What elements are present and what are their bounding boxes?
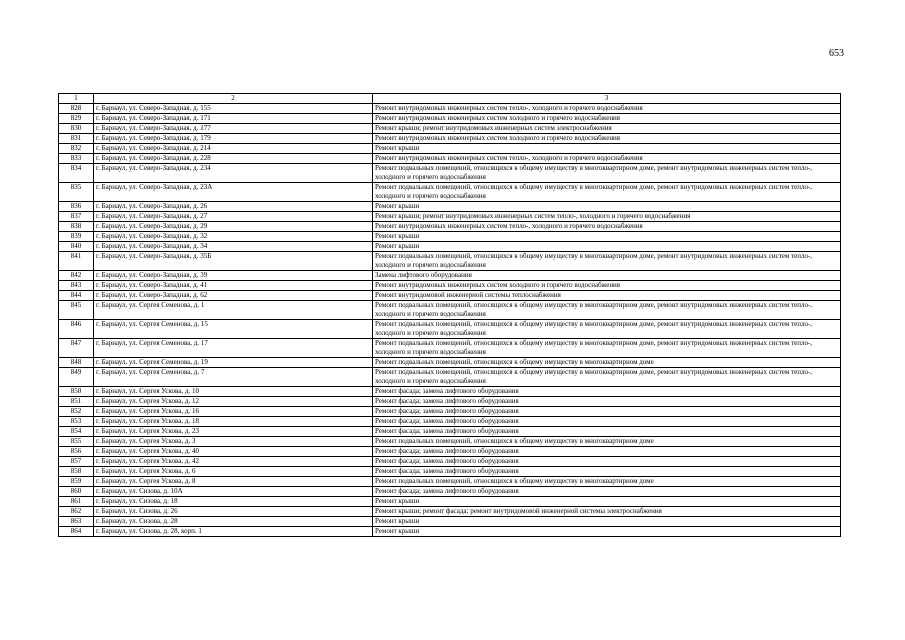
- table-row: [59, 477, 841, 487]
- row-number-cell: 859: [59, 477, 94, 487]
- works-cell: Ремонт внутридомовых инженерных систем холодного и горячего водоснабжения: [373, 114, 841, 124]
- works-cell: Ремонт фасада; замена лифтового оборудования: [373, 427, 841, 437]
- table-row: [59, 281, 841, 291]
- table-row: [59, 242, 841, 252]
- column-header-number: 1: [59, 94, 94, 104]
- table-row: [59, 358, 841, 368]
- works-cell: Ремонт внутридомовых инженерных систем холодного и горячего водоснабжения: [373, 281, 841, 291]
- works-cell: Ремонт подвальных помещений, относящихся к общему имуществу в многоквартирном доме: [373, 437, 841, 447]
- works-cell: Ремонт подвальных помещений, относящихся к общему имуществу в многоквартирном доме, ремонт внутридомовых инженерных систем тепло-, холодного и горячего водоснабжения: [373, 252, 841, 271]
- table-row: [59, 301, 841, 320]
- works-cell: Ремонт подвальных помещений, относящихся к общему имуществу в многоквартирном доме, ремонт внутридомовых инженерных систем тепло-, холодного и горячего водоснабжения: [373, 164, 841, 183]
- repair-table-body: [59, 94, 841, 537]
- table-row: [59, 212, 841, 222]
- row-number-cell: 845: [59, 301, 94, 320]
- table-row: [59, 183, 841, 202]
- address-cell: г. Барнаул, ул. Сергея Ускова, д. 16: [94, 407, 373, 417]
- works-cell: Ремонт крыши: [373, 144, 841, 154]
- row-number-cell: 854: [59, 427, 94, 437]
- table-row: [59, 291, 841, 301]
- address-cell: г. Барнаул, ул. Северо-Западная, д. 177: [94, 124, 373, 134]
- works-cell: Ремонт крыши; ремонт внутридомовых инженерных систем тепло-, холодного и горячего водоснабжения: [373, 212, 841, 222]
- row-number-cell: 855: [59, 437, 94, 447]
- row-number-cell: 857: [59, 457, 94, 467]
- row-number-cell: 837: [59, 212, 94, 222]
- works-cell: Ремонт фасада; замена лифтового оборудования: [373, 447, 841, 457]
- works-cell: Ремонт крыши; ремонт фасада; ремонт внутридомовой инженерной системы электроснабжения: [373, 507, 841, 517]
- works-cell: Ремонт крыши: [373, 202, 841, 212]
- row-number-cell: 831: [59, 134, 94, 144]
- address-cell: г. Барнаул, ул. Сизова, д. 18: [94, 497, 373, 507]
- table-row: [59, 164, 841, 183]
- works-cell: Ремонт фасада; замена лифтового оборудования: [373, 457, 841, 467]
- address-cell: г. Барнаул, ул. Сергея Ускова, д. 10: [94, 387, 373, 397]
- address-cell: г. Барнаул, ул. Северо-Западная, д. 34: [94, 242, 373, 252]
- works-cell: Ремонт крыши: [373, 232, 841, 242]
- table-row: [59, 124, 841, 134]
- address-cell: г. Барнаул, ул. Сергея Семенова, д. 19: [94, 358, 373, 368]
- address-cell: г. Барнаул, ул. Северо-Западная, д. 41: [94, 281, 373, 291]
- row-number-cell: 851: [59, 397, 94, 407]
- row-number-cell: 858: [59, 467, 94, 477]
- row-number-cell: 861: [59, 497, 94, 507]
- row-number-cell: 836: [59, 202, 94, 212]
- works-cell: Ремонт крыши; ремонт внутридомовых инженерных систем электроснабжения: [373, 124, 841, 134]
- works-cell: Ремонт подвальных помещений, относящихся к общему имуществу в многоквартирном доме: [373, 358, 841, 368]
- table-row: [59, 134, 841, 144]
- works-cell: Ремонт внутридомовой инженерной системы теплоснабжения: [373, 291, 841, 301]
- works-cell: Ремонт фасада; замена лифтового оборудования: [373, 467, 841, 477]
- row-number-cell: 852: [59, 407, 94, 417]
- works-cell: Ремонт фасада; замена лифтового оборудования: [373, 487, 841, 497]
- works-cell: Ремонт подвальных помещений, относящихся к общему имуществу в многоквартирном доме, ремонт внутридомовых инженерных систем тепло-, холодного и горячего водоснабжения: [373, 339, 841, 358]
- address-cell: г. Барнаул, ул. Сизова, д. 10А: [94, 487, 373, 497]
- row-number-cell: 862: [59, 507, 94, 517]
- works-cell: Ремонт фасада; замена лифтового оборудования: [373, 397, 841, 407]
- address-cell: г. Барнаул, ул. Северо-Западная, д. 234: [94, 164, 373, 183]
- address-cell: г. Барнаул, ул. Сергея Ускова, д. 18: [94, 417, 373, 427]
- table-row: [59, 407, 841, 417]
- works-cell: Ремонт подвальных помещений, относящихся к общему имуществу в многоквартирном доме, ремонт внутридомовых инженерных систем тепло-, холодного и горячего водоснабжения: [373, 301, 841, 320]
- address-cell: г. Барнаул, ул. Сергея Ускова, д. 3: [94, 437, 373, 447]
- address-cell: г. Барнаул, ул. Северо-Западная, д. 23А: [94, 183, 373, 202]
- table-row: [59, 387, 841, 397]
- repair-table: [58, 93, 841, 537]
- row-number-cell: 846: [59, 320, 94, 339]
- table-row: [59, 202, 841, 212]
- row-number-cell: 828: [59, 104, 94, 114]
- address-cell: г. Барнаул, ул. Северо-Западная, д. 62: [94, 291, 373, 301]
- column-header-address: 2: [94, 94, 373, 104]
- row-number-cell: 856: [59, 447, 94, 457]
- works-cell: Ремонт фасада; замена лифтового оборудования: [373, 417, 841, 427]
- address-cell: г. Барнаул, ул. Сергея Семенова, д. 17: [94, 339, 373, 358]
- table-row: [59, 497, 841, 507]
- works-cell: Ремонт подвальных помещений, относящихся к общему имуществу в многоквартирном доме, ремонт внутридомовых инженерных систем тепло-, холодного и горячего водоснабжения: [373, 368, 841, 387]
- works-cell: Ремонт крыши: [373, 497, 841, 507]
- address-cell: г. Барнаул, ул. Сизова, д. 28: [94, 517, 373, 527]
- works-cell: Ремонт фасада; замена лифтового оборудования: [373, 387, 841, 397]
- works-cell: Ремонт внутридомовых инженерных систем тепло-, холодного и горячего водоснабжения: [373, 104, 841, 114]
- works-cell: Ремонт крыши: [373, 527, 841, 537]
- address-cell: г. Барнаул, ул. Северо-Западная, д. 29: [94, 222, 373, 232]
- row-number-cell: 838: [59, 222, 94, 232]
- works-cell: Ремонт внутридомовых инженерных систем тепло-, холодного и горячего водоснабжения: [373, 222, 841, 232]
- table-row: [59, 114, 841, 124]
- works-cell: Ремонт крыши: [373, 517, 841, 527]
- table-row: [59, 517, 841, 527]
- works-cell: Ремонт подвальных помещений, относящихся к общему имуществу в многоквартирном доме, ремонт внутридомовых инженерных систем тепло-, холодного и горячего водоснабжения: [373, 320, 841, 339]
- works-cell: Ремонт подвальных помещений, относящихся к общему имуществу в многоквартирном доме: [373, 477, 841, 487]
- row-number-cell: 830: [59, 124, 94, 134]
- address-cell: г. Барнаул, ул. Сергея Ускова, д. 23: [94, 427, 373, 437]
- address-cell: г. Барнаул, ул. Сизова, д. 28, корп. 1: [94, 527, 373, 537]
- row-number-cell: 839: [59, 232, 94, 242]
- table-row: [59, 232, 841, 242]
- table-row: [59, 447, 841, 457]
- address-cell: г. Барнаул, ул. Сергея Семенова, д. 1: [94, 301, 373, 320]
- address-cell: г. Барнаул, ул. Северо-Западная, д. 27: [94, 212, 373, 222]
- table-row: [59, 467, 841, 477]
- address-cell: г. Барнаул, ул. Северо-Западная, д. 179: [94, 134, 373, 144]
- table-row: [59, 437, 841, 447]
- address-cell: г. Барнаул, ул. Северо-Западная, д. 26: [94, 202, 373, 212]
- row-number-cell: 834: [59, 164, 94, 183]
- row-number-cell: 844: [59, 291, 94, 301]
- address-cell: г. Барнаул, ул. Северо-Западная, д. 155: [94, 104, 373, 114]
- table-row: [59, 320, 841, 339]
- table-row: [59, 527, 841, 537]
- table-row: [59, 222, 841, 232]
- table-row: [59, 507, 841, 517]
- address-cell: г. Барнаул, ул. Северо-Западная, д. 171: [94, 114, 373, 124]
- page-number: 653: [829, 48, 844, 59]
- table-row: [59, 339, 841, 358]
- row-number-cell: 849: [59, 368, 94, 387]
- row-number-cell: 833: [59, 154, 94, 164]
- row-number-cell: 850: [59, 387, 94, 397]
- works-cell: Ремонт подвальных помещений, относящихся к общему имуществу в многоквартирном доме, ремонт внутридомовых инженерных систем тепло-, холодного и горячего водоснабжения: [373, 183, 841, 202]
- column-header-works: 3: [373, 94, 841, 104]
- works-cell: Ремонт внутридомовых инженерных систем тепло-, холодного и горячего водоснабжения: [373, 154, 841, 164]
- address-cell: г. Барнаул, ул. Сергея Ускова, д. 42: [94, 457, 373, 467]
- row-number-cell: 832: [59, 144, 94, 154]
- table-row: [59, 427, 841, 437]
- row-number-cell: 853: [59, 417, 94, 427]
- row-number-cell: 848: [59, 358, 94, 368]
- row-number-cell: 843: [59, 281, 94, 291]
- row-number-cell: 864: [59, 527, 94, 537]
- row-number-cell: 847: [59, 339, 94, 358]
- works-cell: Ремонт внутридомовых инженерных систем холодного и горячего водоснабжения: [373, 134, 841, 144]
- row-number-cell: 835: [59, 183, 94, 202]
- row-number-cell: 842: [59, 271, 94, 281]
- address-cell: г. Барнаул, ул. Сергея Ускова, д. 6: [94, 467, 373, 477]
- table-header-row: [59, 94, 841, 104]
- address-cell: г. Барнаул, ул. Северо-Западная, д. 228: [94, 154, 373, 164]
- row-number-cell: 863: [59, 517, 94, 527]
- table-row: [59, 397, 841, 407]
- table-row: [59, 271, 841, 281]
- row-number-cell: 840: [59, 242, 94, 252]
- table-row: [59, 104, 841, 114]
- table-row: [59, 154, 841, 164]
- address-cell: г. Барнаул, ул. Северо-Западная, д. 214: [94, 144, 373, 154]
- table-row: [59, 144, 841, 154]
- address-cell: г. Барнаул, ул. Сергея Семенова, д. 15: [94, 320, 373, 339]
- address-cell: г. Барнаул, ул. Сергея Ускова, д. 8: [94, 477, 373, 487]
- address-cell: г. Барнаул, ул. Сизова, д. 26: [94, 507, 373, 517]
- table-row: [59, 457, 841, 467]
- address-cell: г. Барнаул, ул. Северо-Западная, д. 35Б: [94, 252, 373, 271]
- row-number-cell: 829: [59, 114, 94, 124]
- row-number-cell: 860: [59, 487, 94, 497]
- works-cell: Замена лифтового оборудования: [373, 271, 841, 281]
- address-cell: г. Барнаул, ул. Сергея Ускова, д. 40: [94, 447, 373, 457]
- table-row: [59, 368, 841, 387]
- row-number-cell: 841: [59, 252, 94, 271]
- works-cell: Ремонт фасада; замена лифтового оборудования: [373, 407, 841, 417]
- table-row: [59, 252, 841, 271]
- address-cell: г. Барнаул, ул. Сергея Ускова, д. 12: [94, 397, 373, 407]
- address-cell: г. Барнаул, ул. Сергея Семенова, д. 7: [94, 368, 373, 387]
- address-cell: г. Барнаул, ул. Северо-Западная, д. 32: [94, 232, 373, 242]
- table-row: [59, 487, 841, 497]
- works-cell: Ремонт крыши: [373, 242, 841, 252]
- address-cell: г. Барнаул, ул. Северо-Западная, д. 39: [94, 271, 373, 281]
- table-row: [59, 417, 841, 427]
